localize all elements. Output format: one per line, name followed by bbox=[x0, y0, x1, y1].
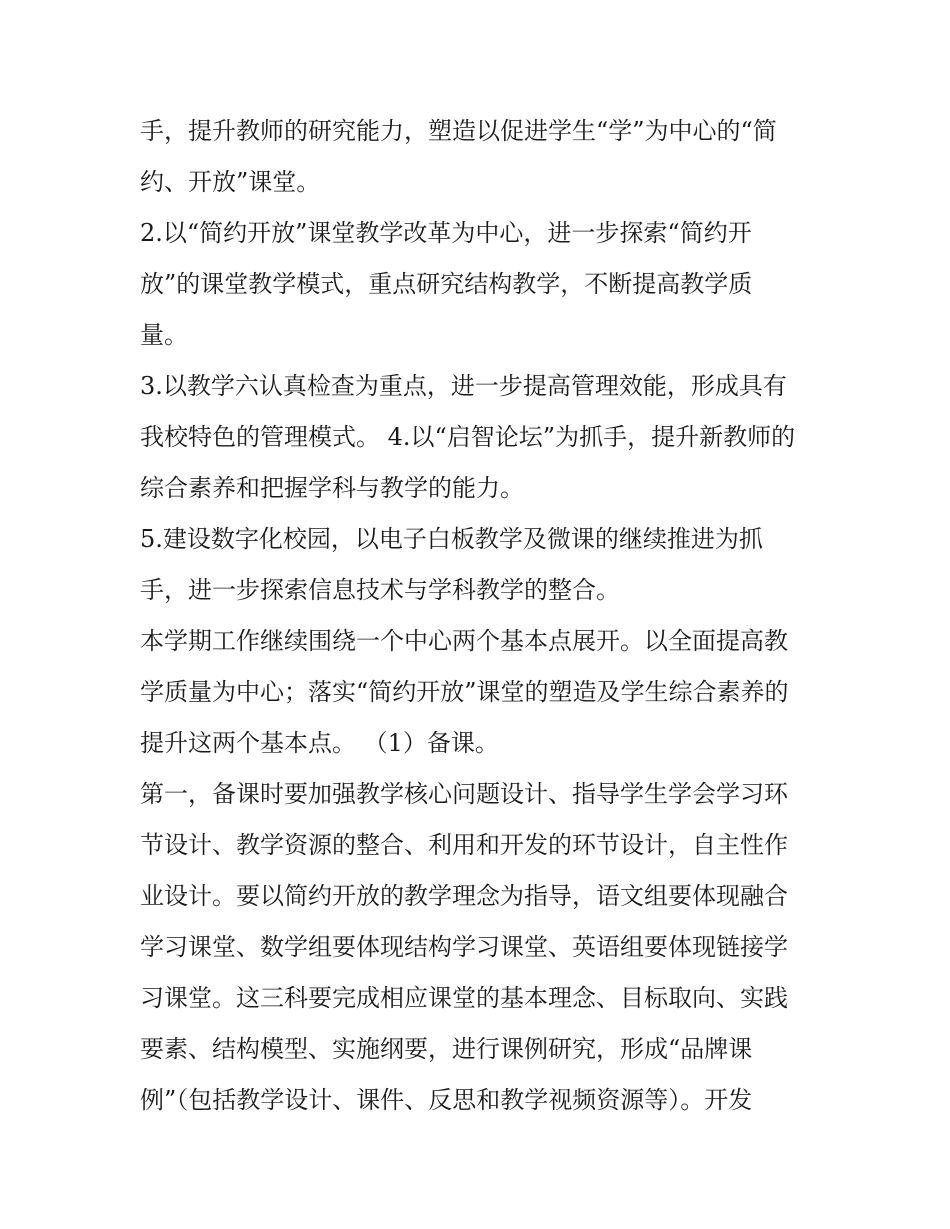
text-line: 约、开放”课堂。 bbox=[140, 168, 321, 196]
text-line: 本学期工作继续围绕一个中心两个基本点展开。以全面提高教 bbox=[140, 627, 788, 655]
text-line: 手，提升教师的研究能力，塑造以促进学生“学”为中心的“简 bbox=[140, 117, 777, 145]
text-line: 节设计、教学资源的整合、利用和开发的环节设计，自主性作 bbox=[140, 831, 788, 859]
text-line: 量。 bbox=[140, 321, 188, 349]
text-line: 学习课堂、数学组要体现结构学习课堂、英语组要体现链接学 bbox=[140, 933, 788, 961]
text-line: 学质量为中心；落实“简约开放”课堂的塑造及学生综合素养的 bbox=[140, 678, 789, 706]
text-line: 综合素养和把握学科与教学的能力。 bbox=[140, 474, 524, 502]
text-line: 第一，备课时要加强教学核心问题设计、指导学生学会学习环 bbox=[140, 780, 788, 808]
text-line: 习课堂。这三科要完成相应课堂的基本理念、目标取向、实践 bbox=[140, 984, 788, 1012]
text-line: 放”的课堂教学模式，重点研究结构教学，不断提高教学质 bbox=[140, 270, 753, 298]
document-body bbox=[140, 106, 820, 1126]
text-line: 提升这两个基本点。 （1）备课。 bbox=[140, 729, 499, 757]
text-line: 手，进一步探索信息技术与学科教学的整合。 bbox=[140, 576, 620, 604]
text-line: 我校特色的管理模式。 4.以“启智论坛”为抓手，提升新教师的 bbox=[140, 423, 796, 451]
text-line: 要素、结构模型、实施纲要，进行课例研究，形成“品牌课 bbox=[140, 1035, 753, 1063]
text-line: 2.以“简约开放”课堂教学改革为中心，进一步探索“简约开 bbox=[140, 219, 752, 247]
text-line: 例”（包括教学设计、课件、反思和教学视频资源等）。开发 bbox=[140, 1086, 753, 1114]
text-line: 3.以教学六认真检查为重点，进一步提高管理效能，形成具有 bbox=[140, 372, 787, 400]
text-line: 5.建设数字化校园，以电子白板教学及微课的继续推进为抓 bbox=[140, 525, 763, 553]
text-line: 业设计。要以简约开放的教学理念为指导，语文组要体现融合 bbox=[140, 882, 788, 910]
